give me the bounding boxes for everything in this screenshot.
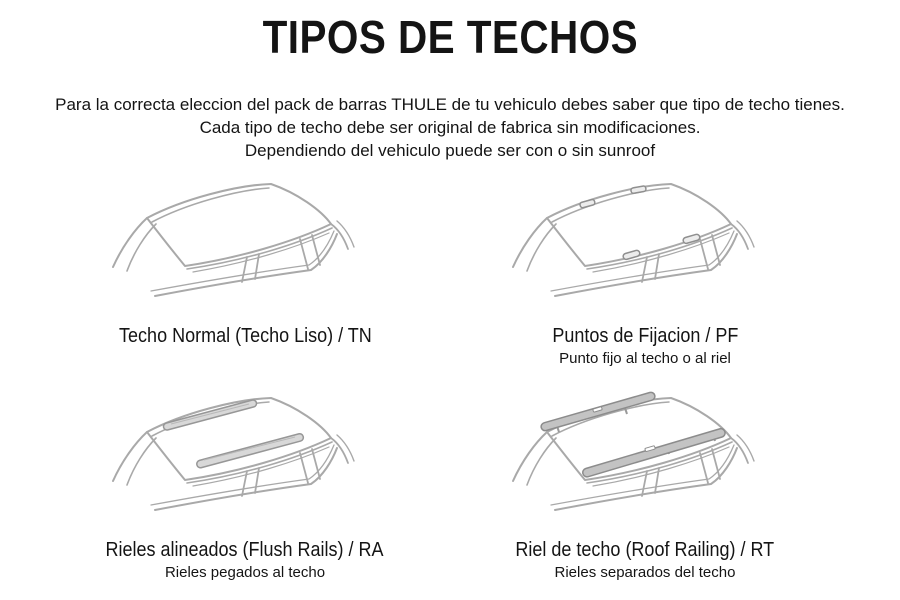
roof-type-sublabel-pf: Punto fijo al techo o al riel xyxy=(559,349,731,367)
roof-type-label-pf-text: Puntos de Fijacion / PF xyxy=(551,324,739,347)
roof-type-label-ra-text: Rieles alineados (Flush Rails) / RA xyxy=(105,538,385,561)
intro-line-3: Dependiendo del vehiculo puede ser con o sin sunroof xyxy=(244,140,656,160)
roof-type-card-tn xyxy=(45,172,445,368)
page-title-text: TIPOS DE TECHOS xyxy=(262,11,638,63)
roof-type-label-ra xyxy=(90,538,399,563)
roof-type-sublabel-ra: Rieles pegados al techo xyxy=(164,563,326,581)
roof-type-card-pf xyxy=(445,172,845,368)
roof-type-label-tn xyxy=(105,324,386,349)
fixpoint-roof-illustration xyxy=(480,172,810,322)
roof-type-label-tn-text: Techo Normal (Techo Liso) / TN xyxy=(118,324,372,347)
roof-type-sublabel-rt: Rieles separados del techo xyxy=(554,563,736,581)
page-title xyxy=(0,12,900,62)
intro-line-2: Cada tipo de techo debe ser original de fabrica sin modificaciones. xyxy=(199,117,701,137)
raised-roof-railing-illustration xyxy=(480,386,810,536)
intro-line-1: Para la correcta eleccion del pack de barras THULE de tu vehiculo debes saber que tipo de techo tienes. xyxy=(55,94,845,114)
roof-types-grid xyxy=(0,172,900,582)
roof-type-card-rt xyxy=(445,386,845,582)
roof-type-label-pf xyxy=(542,324,749,349)
roof-type-card-ra xyxy=(45,386,445,582)
roof-type-label-rt-text: Riel de techo (Roof Railing) / RT xyxy=(515,538,775,561)
normal-smooth-roof-illustration xyxy=(80,172,410,322)
roof-type-label-rt xyxy=(501,538,789,563)
flush-rails-roof-illustration xyxy=(80,386,410,536)
intro-paragraph xyxy=(0,93,900,162)
